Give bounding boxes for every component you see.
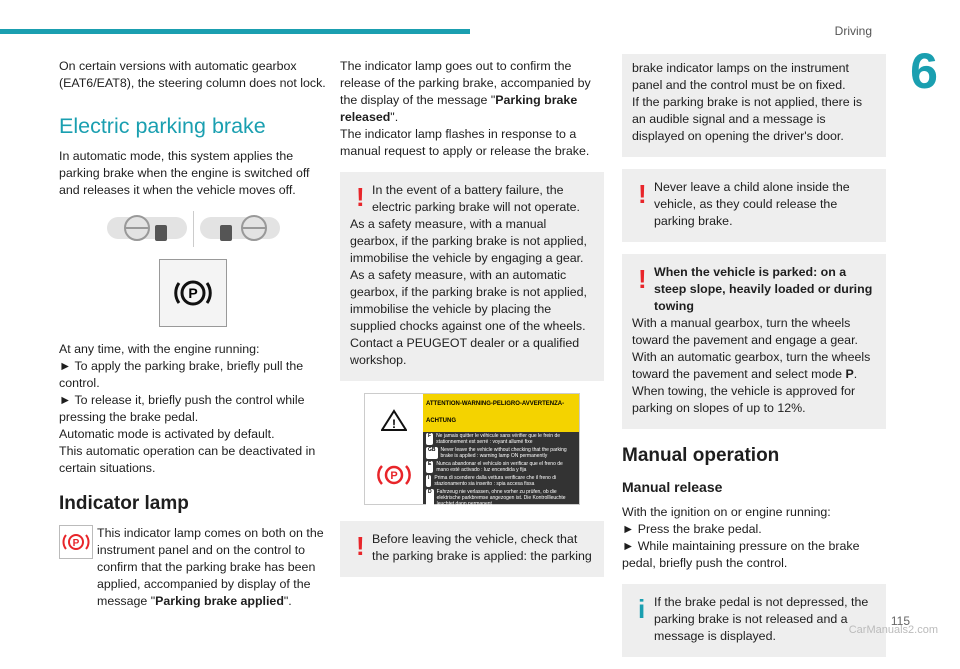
column-3 [622,58,886,669]
warning-exclamation-icon: ! [356,182,365,212]
auto-mode-text: In automatic mode, this system applies the parking brake when the engine is switched off and releases it when the vehicle moves off. [59,149,310,197]
battery-warning-note [340,172,604,381]
slope-warning-title: When the vehicle is parked: on a steep slope, heavily loaded or during towing [654,265,873,313]
engine-running-text: At any time, with the engine running: [59,342,260,356]
deactivate-text: This automatic operation can be deactivated in certain situations. [59,444,316,475]
watermark: CarManuals2.com [848,624,938,636]
parking-brake-lamp-icon [376,460,412,490]
steering-wheel-icon [200,211,280,247]
slope-automatic-text: With an automatic gearbox, turn the wheels toward the pavement and select mode P. [632,350,871,381]
warning-triangle-icon [381,409,407,431]
warning-exclamation-icon: ! [638,264,647,294]
heading-electric-parking-brake: Electric parking brake [59,114,266,138]
label-line: D Fahrzeug nie verlassen, ohne vorher zu prüfen, ob die elektrische parkbremse angezogen ist. Die Kontrollleuchte leuchtet dann permanent [428,489,566,507]
ignition-text: With the ignition on or engine running: [622,505,831,519]
warning-automatic-gearbox: As a safety measure, with an automatic gearbox, if the parking brake is not applied, immobilise the vehicle by placing the supplied chocks against one of the wheels. [350,268,587,333]
divider [193,211,194,247]
steering-right [200,211,280,247]
section-title: Driving [834,24,872,38]
warning-label-illustration [364,393,580,505]
steering-wheel-icon [107,211,187,247]
warning-lead: In the event of a battery failure, the electric parking brake will not operate. [372,183,580,214]
header-accent-bar [0,29,470,34]
label-line: GB Never leave the vehicle without checking that the parking brake is applied : warning lamp ON permanently [428,447,567,459]
lamp-out-text: The indicator lamp goes out to confirm the release of the parking brake, accompanied by the display of the message "Parking brake released". [340,59,591,124]
leaving-vehicle-text: Before leaving the vehicle, check that the parking brake is applied: the parking [372,532,592,563]
release-step: ► To release it, briefly push the control while pressing the brake pedal. [59,393,305,424]
info-text: If the brake pedal is not depressed, the parking brake is not released and a message is displayed. [654,595,869,643]
heading-manual-release: Manual release [622,479,723,495]
lamps-fixed-text: brake indicator lamps on the instrument panel and the control must be on fixed. [632,61,849,92]
parking-brake-button-illustration [159,259,227,327]
warning-exclamation-icon: ! [638,179,647,209]
svg-text:!: ! [392,416,396,431]
info-note [622,584,886,657]
svg-text:P: P [188,285,198,301]
chapter-number: 6 [910,43,938,99]
push-control-step: ► While maintaining pressure on the brake pedal, briefly push the control. [622,539,860,570]
label-line: F Ne jamais quitter le véhicule sans vérifier que le frein de stationnement est serré : voyant allumé fixe [428,433,561,445]
label-text-panel [423,394,579,507]
page-number: 115 [890,614,910,628]
apply-step: ► To apply the parking brake, briefly pull the control. [59,359,304,390]
indicator-row [59,525,327,610]
slope-warning-note [622,254,886,429]
parking-brake-icon [173,273,213,313]
auto-default-text: Automatic mode is activated by default. [59,427,275,441]
leaving-vehicle-warning [340,521,604,577]
slope-manual-text: With a manual gearbox, turn the wheels toward the pavement and engage a gear. [632,316,858,347]
heading-indicator-lamp: Indicator lamp [59,493,189,514]
warning-contact-dealer: Contact a PEUGEOT dealer or a qualified workshop. [350,336,580,367]
column-2 [340,58,604,589]
audible-signal-text: If the parking brake is not applied, there is an audible signal and a message is displayed on opening the driver's door. [632,95,863,143]
label-line: I Prima di scendere dalla vettura verificare che il freno di stazionamento sia inserito : spia accesa fissa [428,475,557,487]
label-icons [365,394,423,504]
parking-brake-lamp-icon [59,525,93,559]
child-warning-text: Never leave a child alone inside the vehicle, as they could release the parking brake. [654,180,850,228]
column-1 [59,58,327,610]
steering-left [107,211,187,247]
steering-illustration [59,211,327,247]
label-line: E Nunca abandonar el vehículo sin verificar que el freno de mano esté activado : luz encendida y fija [428,461,563,473]
press-pedal-step: ► Press the brake pedal. [622,522,762,536]
svg-text:P: P [72,538,80,549]
indicator-text: This indicator lamp comes on both on the instrument panel and on the control to confirm that the parking brake has been applied, accompanied by display of the message "Parking brake applied". [97,526,324,608]
child-warning-note [622,169,886,242]
intro-text: On certain versions with automatic gearbox (EAT6/EAT8), the steering column does not lock. [59,59,326,90]
leaving-vehicle-warning-cont [622,54,886,157]
warning-exclamation-icon: ! [356,531,365,561]
info-icon: i [638,594,646,624]
heading-manual-operation: Manual operation [622,445,780,466]
warning-manual-gearbox: As a safety measure, with a manual gearbox, if the parking brake is not applied, immobilise the vehicle by engaging a gear. [350,217,587,265]
slope-towing-text: When towing, the vehicle is approved for parking on slopes of up to 12%. [632,384,856,415]
svg-text:P: P [390,469,398,482]
label-header: ATTENTION-WARNING-PELIGRO-AVVERTENZA-ACHTUNG [423,394,579,432]
lamp-flash-text: The indicator lamp flashes in response to a manual request to apply or release the brake. [340,127,590,158]
